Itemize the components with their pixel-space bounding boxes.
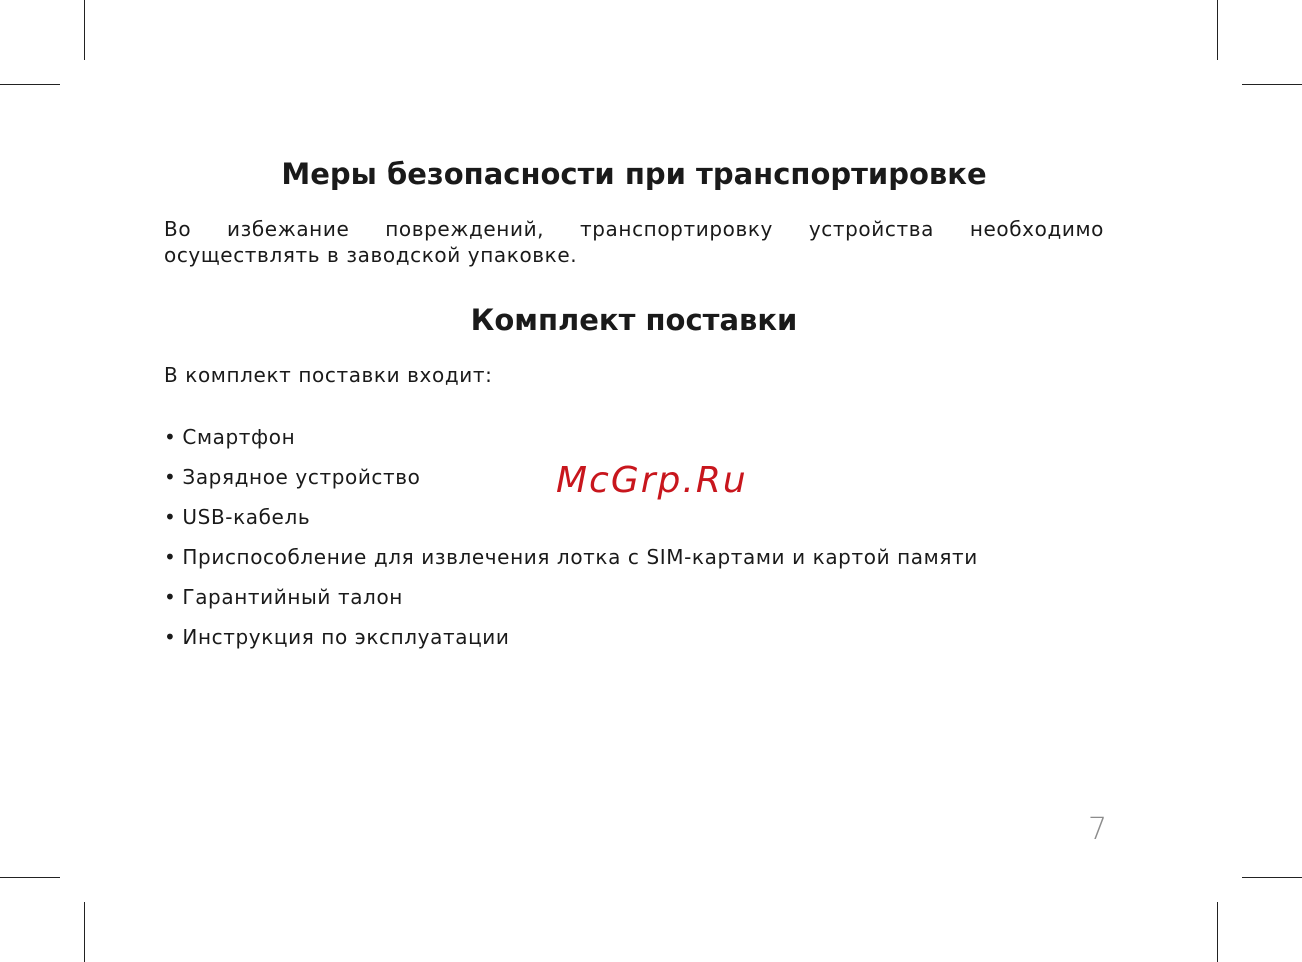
transport-safety-heading: Меры безопасности при транспортировке bbox=[281, 157, 987, 191]
bullet-icon: • bbox=[164, 465, 177, 489]
kit-item-smartphone bbox=[164, 423, 978, 463]
crop-mark-top-right-vertical bbox=[1217, 0, 1218, 60]
kit-item-sim-tool bbox=[164, 543, 978, 583]
transport-safety-line-1: Во избежание повреждений, транспортировку устройства необходимо bbox=[164, 217, 1104, 241]
crop-mark-top-left-vertical bbox=[84, 0, 85, 60]
kit-item-label: Смартфон bbox=[182, 425, 296, 449]
kit-item-label: Зарядное устройство bbox=[182, 465, 421, 489]
kit-item-usb-cable bbox=[164, 503, 978, 543]
kit-item-warranty bbox=[164, 583, 978, 623]
crop-mark-bottom-left-horizontal bbox=[0, 877, 60, 878]
page-number: 7 bbox=[1088, 812, 1108, 847]
crop-mark-bottom-left-vertical bbox=[84, 902, 85, 962]
crop-mark-top-left-horizontal bbox=[0, 84, 60, 85]
bullet-icon: • bbox=[164, 425, 177, 449]
crop-mark-bottom-right-vertical bbox=[1217, 902, 1218, 962]
kit-heading: Комплект поставки bbox=[470, 303, 798, 337]
transport-safety-paragraph bbox=[164, 216, 1104, 268]
bullet-icon: • bbox=[164, 585, 177, 609]
kit-item-label: USB-кабель bbox=[182, 505, 311, 529]
kit-intro: В комплект поставки входит: bbox=[164, 363, 493, 387]
watermark-logo: McGrp.Ru bbox=[556, 460, 748, 501]
crop-mark-bottom-right-horizontal bbox=[1242, 877, 1302, 878]
kit-item-label: Гарантийный талон bbox=[182, 585, 403, 609]
kit-item-manual bbox=[164, 623, 978, 663]
transport-safety-line-2: осуществлять в заводской упаковке. bbox=[164, 243, 578, 267]
bullet-icon: • bbox=[164, 505, 177, 529]
bullet-icon: • bbox=[164, 545, 177, 569]
kit-item-label: Инструкция по эксплуатации bbox=[182, 625, 510, 649]
bullet-icon: • bbox=[164, 625, 177, 649]
crop-mark-top-right-horizontal bbox=[1242, 84, 1302, 85]
kit-item-label: Приспособление для извлечения лотка с SIM-картами и картой памяти bbox=[182, 545, 978, 569]
